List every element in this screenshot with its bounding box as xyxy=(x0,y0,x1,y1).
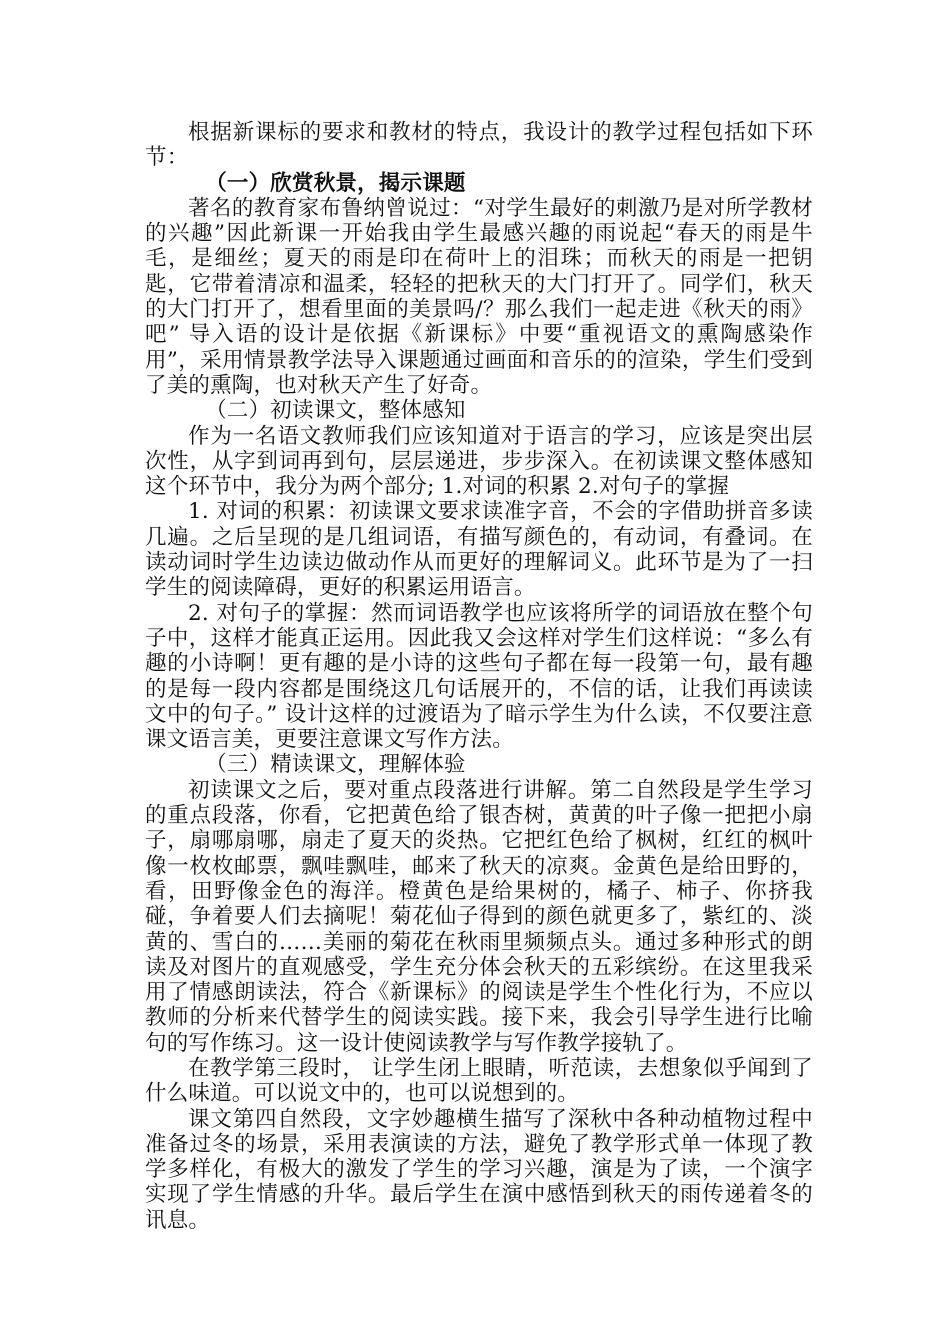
section-heading-2: （二）初读课文，整体感知 xyxy=(205,398,466,424)
paragraph-word-accumulation: 1. 对词的积累：初读课文要求读准字音，不会的字借助拼音多读几遍。之后呈现的是几组词语，有描写颜色的，有动词，有叠词。在读动词时学生边读边做动作从而更好的理解词义。此环节是为了一扫学生的阅读障碍，更好的积累运用语言。 xyxy=(145,499,813,601)
paragraph-section-2-intro: 作为一名语文教师我们应该知道对于语言的学习，应该是突出层次性，从字到词再到句，层层递进，步步深入。在初读课文整体感知这个环节中，我分为两个部分; 1.对词的积累 2.对句子的掌握 xyxy=(145,423,813,500)
section-heading-1: （一）欣赏秋景，揭示课题 xyxy=(205,170,466,196)
document-page xyxy=(145,120,813,1233)
paragraph-intro: 根据新课标的要求和教材的特点，我设计的教学过程包括如下环节： xyxy=(145,120,813,171)
paragraph-section-1: 著名的教育家布鲁纳曾说过：“对学生最好的刺激乃是对所学教材的兴趣”因此新课一开始我由学生最感兴趣的雨说起“春天的雨是牛毛，是细丝；夏天的雨是印在荷叶上的泪珠；而秋天的雨是一把钥匙，它带着清凉和温柔，轻轻的把秋天的大门打开了。同学们，秋天的大门打开了，想看里面的美景吗/？那么我们一起走进《秋天的雨》吧” 导入语的设计是依据《新课标》中要“重视语文的熏陶感染作用”，采用情景教学法导入课题通过画面和音乐的的渲染，学生们受到了美的熏陶，也对秋天产生了好奇。 xyxy=(145,195,813,398)
paragraph-fourth-section: 课文第四自然段，文字妙趣横生描写了深秋中各种动植物过程中准备过冬的场景，采用表演读的方法，避免了教学形式单一体现了教学多样化，有极大的激发了学生的学习兴趣，演是为了读，一个演字实现了学生情感的升华。最后学生在演中感悟到秋天的雨传递着冬的讯息。 xyxy=(145,1106,813,1233)
section-heading-3: （三）精读课文，理解体验 xyxy=(205,752,466,778)
paragraph-third-section: 在教学第三段时， 让学生闭上眼睛，听范读，去想象似乎闻到了什么味道。可以说文中的，也可以说想到的。 xyxy=(145,1055,813,1107)
paragraph-sentence-mastery: 2. 对句子的掌握：然而词语教学也应该将所学的词语放在整个句子中，这样才能真正运用。因此我又会这样对学生们这样说：“多么有趣的小诗啊！更有趣的是小诗的这些句子都在每一段第一句，最有趣的是每一段内容都是围绕这几句话展开的，不信的话，让我们再读读文中的句子。” 设计这样的过渡语为了暗示学生为什么读，不仅要注意课文语言美，更要注意课文写作方法。 xyxy=(145,600,813,753)
paragraph-close-reading: 初读课文之后，要对重点段落进行讲解。第二自然段是学生学习的重点段落，你看，它把黄色给了银杏树，黄黄的叶子像一把把小扇子，扇哪扇哪，扇走了夏天的炎热。它把红色给了枫树，红红的枫叶像一枚枚邮票，飘哇飘哇，邮来了秋天的凉爽。金黄色是给田野的，看，田野像金色的海洋。橙黄色是给果树的，橘子、柿子、你挤我碰，争着要人们去摘呢！菊花仙子得到的颜色就更多了，紫红的、淡黄的、雪白的……美丽的菊花在秋雨里频频点头。通过多种形式的朗读及对图片的直观感受，学生充分体会秋天的五彩缤纷。在这里我采用了情感朗读法，符合《新课标》的阅读是学生个性化行为，不应以教师的分析来代替学生的阅读实践。接下来，我会引导学生进行比喻句的写作练习。这一设计使阅读教学与写作教学接轨了。 xyxy=(145,777,813,1056)
